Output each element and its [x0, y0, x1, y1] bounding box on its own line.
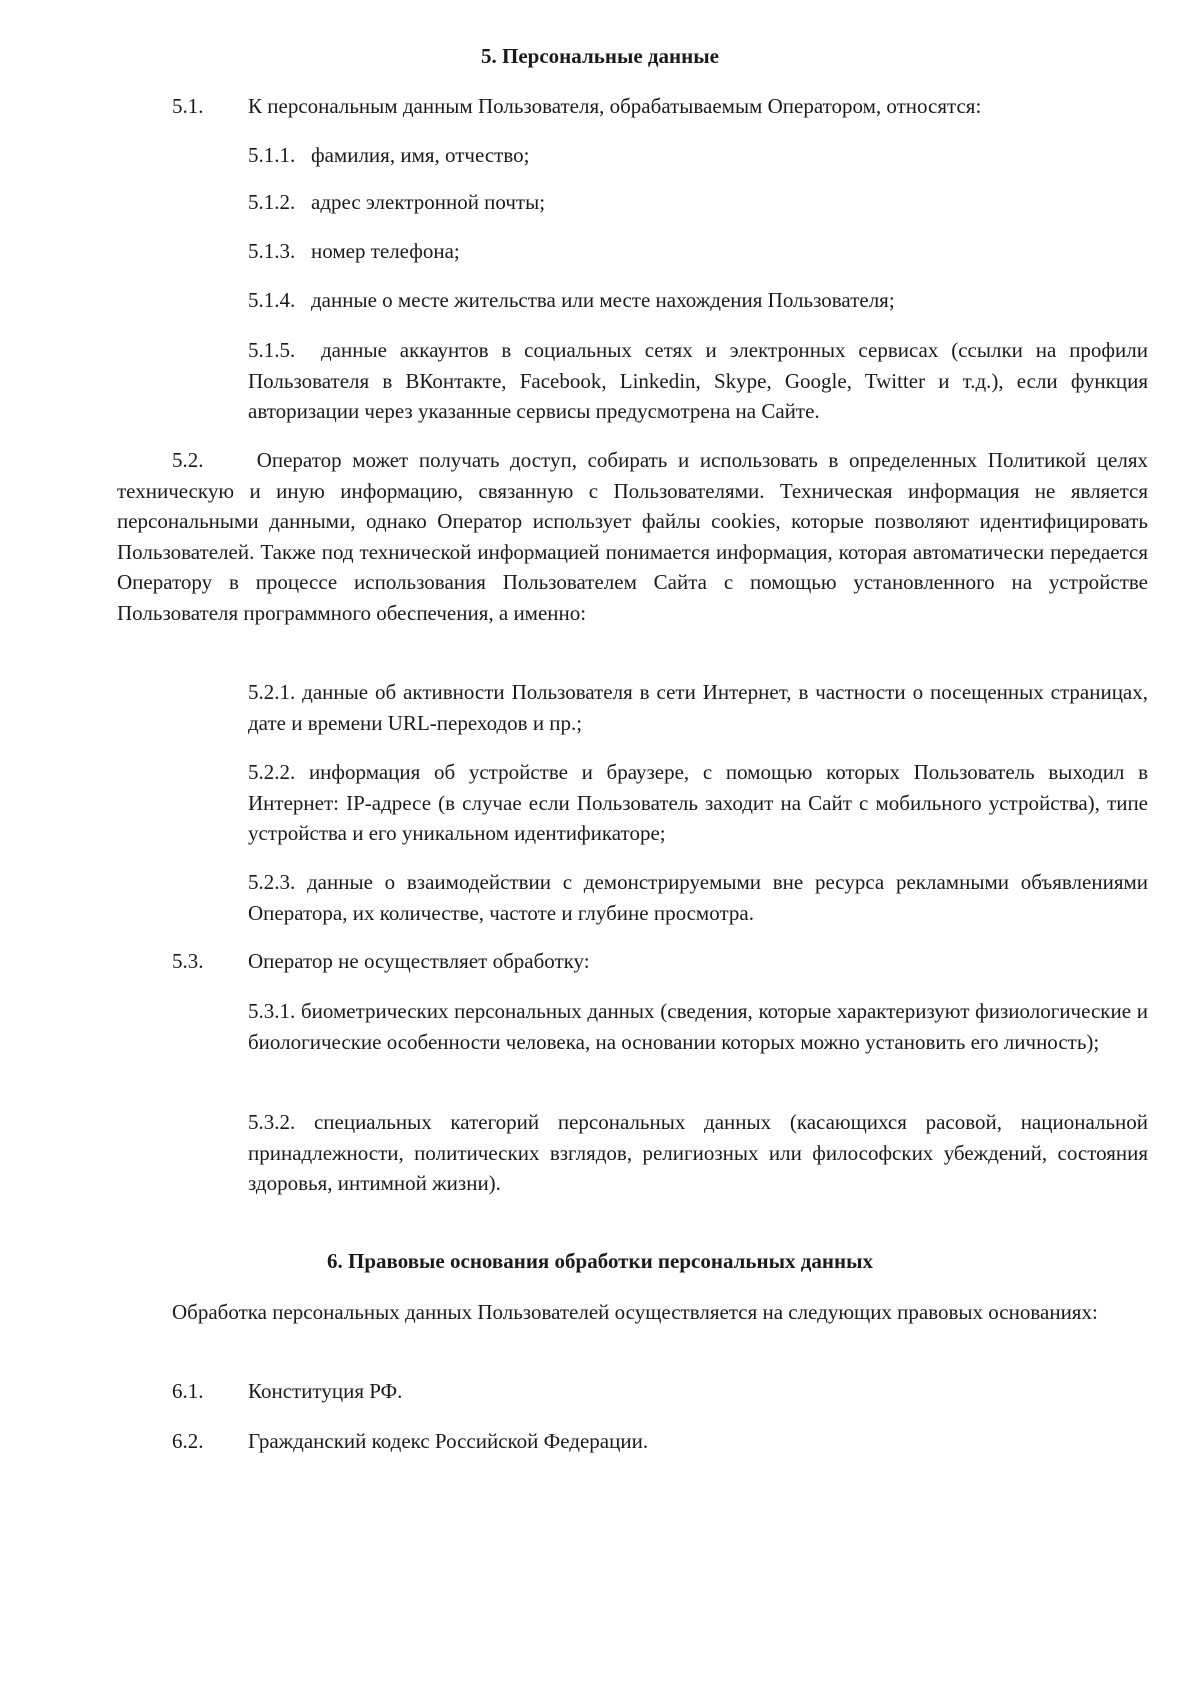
intro-text: Обработка персональных данных Пользователей осуществляется на следующих правовых основаниях:: [172, 1300, 1098, 1324]
item-text: фамилия, имя, отчество;: [311, 143, 530, 167]
item-number: 5.1.2.: [248, 190, 296, 214]
item-text: данные о взаимодействии с демонстрируемыми вне ресурса рекламными объявлениями Оператора, их количестве, частоте и глубине просмотра.: [248, 870, 1148, 925]
item-5-1-1: [248, 140, 1148, 171]
item-6-1-number: 6.1.: [172, 1379, 204, 1403]
item-5-1-3: [248, 236, 1148, 267]
item-5-1-4: [248, 285, 1148, 316]
item-text: данные об активности Пользователя в сети Интернет, в частности о посещенных страницах, дате и времени URL-переходов и пр.;: [248, 680, 1148, 735]
item-5-3-1: [248, 996, 1148, 1057]
item-5-2-3: [248, 867, 1148, 928]
item-number: 5.1.5.: [248, 338, 296, 362]
item-number: 5.2.3.: [248, 870, 296, 894]
item-number: 5.2.: [172, 448, 204, 472]
section-6-title: 6. Правовые основания обработки персональных данных: [327, 1249, 873, 1273]
item-text: специальных категорий персональных данных (касающихся расовой, национальной принадлежности, политических взглядов, религиозных или философских убеждений, состояния здоровья, интимной жизни).: [248, 1110, 1149, 1195]
item-text: данные аккаунтов в социальных сетях и электронных сервисах (ссылки на профили Пользователя в ВКонтакте, Facebook, Linkedin, Skype, Google, Twitter и т.д.), если функция авторизации через указанные сервисы предусмотрена на Сайте.: [248, 338, 1148, 423]
item-5-2: [117, 445, 1148, 628]
item-5-2-2: [248, 757, 1148, 849]
item-6-1-text: Конституция РФ.: [248, 1379, 403, 1403]
item-number: 5.3.2.: [248, 1110, 296, 1134]
item-text: адрес электронной почты;: [311, 190, 546, 214]
item-text: информация об устройстве и браузере, с помощью которых Пользователь выходил в Интернет: IP-адресе (в случае если Пользователь заходит на Сайт с мобильного устройства), типе устройства и его уникальном идентификаторе;: [248, 760, 1148, 845]
section-5-title: 5. Персональные данные: [481, 44, 719, 68]
item-text: Оператор может получать доступ, собирать и использовать в определенных Политикой целях техническую и иную информацию, связанную с Пользователями. Техническая информация не является персональными данными, однако Оператор использует файлы cookies, которые позволяют идентифицировать Пользователей. Также под технической информацией понимается информация, которая автоматически передается Оператору в процессе использования Пользователем Сайта с помощью установленного на устройстве Пользователя программного обеспечения, а именно:: [117, 448, 1149, 625]
item-6-2-number: 6.2.: [172, 1429, 204, 1453]
item-number: 5.2.1.: [248, 680, 296, 704]
item-text: биометрических персональных данных (сведения, которые характеризуют физиологические и биологические особенности человека, на основании которых можно установить его личность);: [248, 999, 1149, 1054]
section-6-intro: [117, 1297, 1148, 1328]
item-number: 5.1.4.: [248, 288, 296, 312]
item-5-2-1: [248, 677, 1148, 738]
item-5-3-text: Оператор не осуществляет обработку:: [248, 949, 590, 973]
item-6-2-text: Гражданский кодекс Российской Федерации.: [248, 1429, 649, 1453]
item-5-1-number: 5.1.: [172, 94, 204, 118]
item-text: номер телефона;: [311, 239, 460, 263]
item-5-1-text: К персональным данным Пользователя, обрабатываемым Оператором, относятся:: [248, 94, 982, 118]
item-number: 5.1.1.: [248, 143, 296, 167]
item-number: 5.2.2.: [248, 760, 296, 784]
item-number: 5.1.3.: [248, 239, 296, 263]
item-text: данные о месте жительства или месте нахождения Пользователя;: [311, 288, 895, 312]
item-5-1-2: [248, 187, 1148, 218]
item-5-3-2: [248, 1107, 1148, 1199]
item-5-1-5: [248, 335, 1148, 427]
item-number: 5.3.1.: [248, 999, 296, 1023]
item-5-3-number: 5.3.: [172, 949, 204, 973]
